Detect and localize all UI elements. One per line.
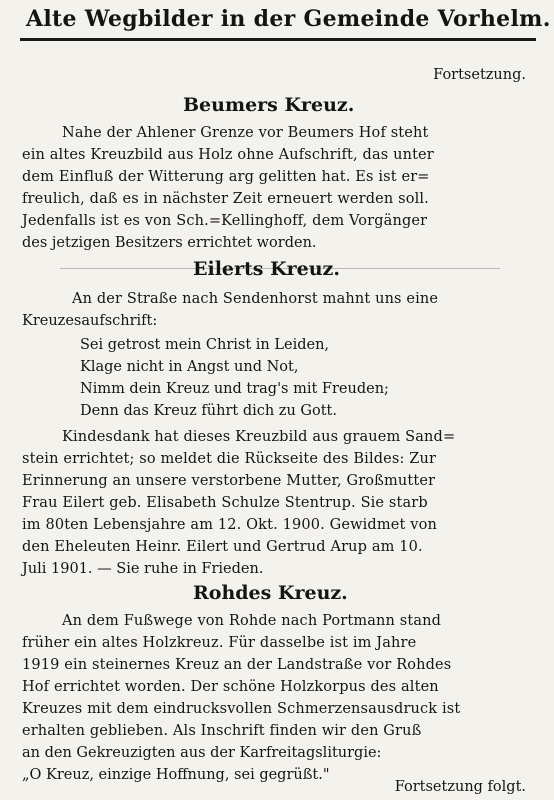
section-line: Kindesdank hat dieses Kreuzbild aus grauem Sand= xyxy=(62,429,456,445)
section-line: den Eheleuten Heinr. Eilert und Gertrud Arup am 10. xyxy=(22,539,423,555)
section-line: Nahe der Ahlener Grenze vor Beumers Hof steht xyxy=(62,125,429,141)
section-line: Juli 1901. — Sie ruhe in Frieden. xyxy=(22,561,264,577)
masthead-rule xyxy=(20,38,536,41)
verse-line: Denn das Kreuz führt dich zu Gott. xyxy=(80,403,337,419)
section-line: Kreuzes mit dem eindrucksvollen Schmerzensausdruck ist xyxy=(22,701,461,717)
section-line: dem Einfluß der Witterung arg gelitten hat. Es ist er= xyxy=(22,169,430,185)
section-line: erhalten geblieben. Als Inschrift finden wir den Gruß xyxy=(22,723,422,739)
section-line: Jedenfalls ist es von Sch.=Kellinghoff, dem Vorgänger xyxy=(22,213,428,229)
section-line: freulich, daß es in nächster Zeit erneuert werden soll. xyxy=(22,191,429,207)
section-line: An der Straße nach Sendenhorst mahnt uns eine xyxy=(72,291,439,307)
continuation-note-top: Fortsetzung. xyxy=(433,67,526,83)
section-line: Kreuzesaufschrift: xyxy=(22,313,158,329)
section-line: Hof errichtet worden. Der schöne Holzkorpus des alten xyxy=(22,679,439,695)
masthead-title: Alte Wegbilder in der Gemeinde Vorhelm. xyxy=(26,6,551,32)
section-line: Erinnerung an unsere verstorbene Mutter, Großmutter xyxy=(22,473,436,489)
verse-line: Sei getrost mein Christ in Leiden, xyxy=(80,337,330,353)
section-line: des jetzigen Besitzers errichtet worden. xyxy=(22,235,317,251)
section-line: früher ein altes Holzkreuz. Für dasselbe ist im Jahre xyxy=(22,635,417,651)
continuation-note-bottom: Fortsetzung folgt. xyxy=(394,779,526,795)
section-line: „O Kreuz, einzige Hoffnung, sei gegrüßt." xyxy=(22,767,330,783)
section-title-eilerts: Eilerts Kreuz. xyxy=(193,258,340,280)
section-line: im 80ten Lebensjahre am 12. Okt. 1900. Gewidmet von xyxy=(22,517,437,533)
section-line: ein altes Kreuzbild aus Holz ohne Aufschrift, das unter xyxy=(22,147,434,163)
verse-line: Klage nicht in Angst und Not, xyxy=(80,359,299,375)
verse-line: Nimm dein Kreuz und trag's mit Freuden; xyxy=(80,381,389,397)
section-line: 1919 ein steinernes Kreuz an der Landstraße vor Rohdes xyxy=(22,657,452,673)
section-line: stein errichtet; so meldet die Rückseite des Bildes: Zur xyxy=(22,451,437,467)
section-title-rohdes: Rohdes Kreuz. xyxy=(193,582,348,604)
section-title-beumers: Beumers Kreuz. xyxy=(183,94,355,116)
section-line: an den Gekreuzigten aus der Karfreitagsliturgie: xyxy=(22,745,382,761)
section-line: An dem Fußwege von Rohde nach Portmann stand xyxy=(62,613,442,629)
section-line: Frau Eilert geb. Elisabeth Schulze Stentrup. Sie starb xyxy=(22,495,428,511)
